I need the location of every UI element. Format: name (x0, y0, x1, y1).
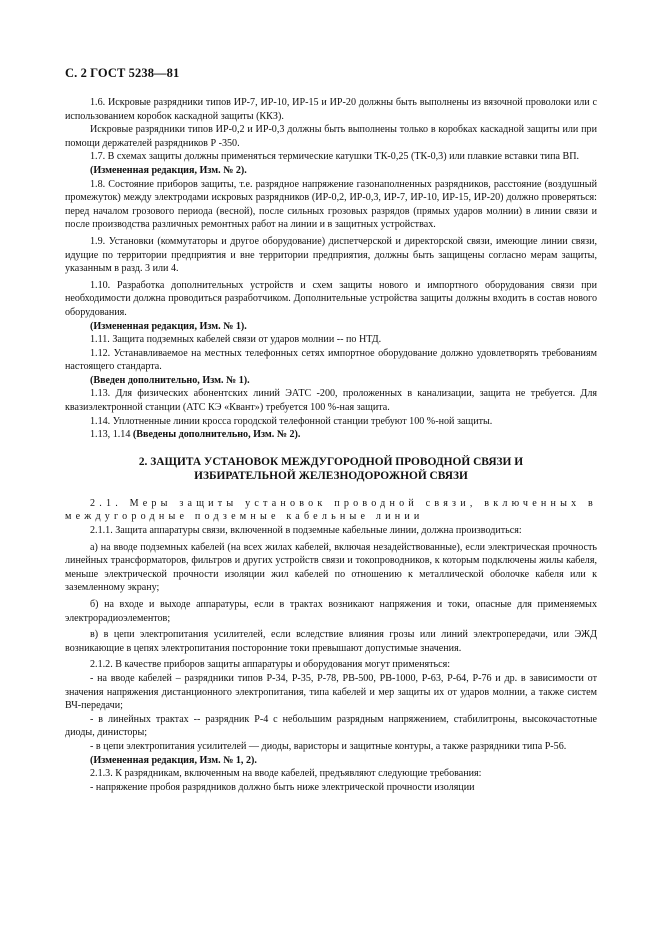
document-body (65, 96, 597, 794)
list-item-dash: - в цепи электропитания усилителей — диоды, варисторы и защитные контуры, а также разрядники типа Р-56. (90, 740, 567, 752)
paragraph-1-10: 1.10. Разработка дополнительных устройств и схем защиты нового и импортного оборудования связи при необходимости должна проводиться разработчиком. Дополнительные устройства защиты должны входить в состав нового оборудования. (65, 279, 597, 318)
paragraph-1-6: 1.6. Искровые разрядники типов ИР-7, ИР-10, ИР-15 и ИР-20 должны быть выполнены из вязочной проволоки или с использованием коробок каскадной защиты (ККЗ). (65, 97, 597, 122)
paragraph-1-8: 1.8. Состояние приборов защиты, т.е. разрядное напряжение газонаполненных разрядников, расстояние (воздушный промежуток) между электродами искровых разрядников (ИР-0,2, ИР-0,3, ИР-7, ИР-10, ИР-15, ИР-20) должно проверяться: перед началом грозового периода (весной), после сильных грозовых разрядов (прямых ударов молнии) в линии связи и после производства различных ремонтных работ на линии и в защитных устройствах. (65, 178, 597, 231)
amendment-note: (Введены дополнительно, Изм. № 2). (132, 429, 301, 441)
section-title-line-1: 2. ЗАЩИТА УСТАНОВОК МЕЖДУГОРОДНОЙ ПРОВОДНОЙ СВЯЗИ И (138, 455, 524, 468)
amendment-note: (Измененная редакция, Изм. № 1, 2). (90, 754, 257, 766)
list-item-dash: - в линейных трактах -- разрядник Р-4 с небольшим разрядным напряжением, стабилитроны, высокочастотные диоды, динисторы; (65, 713, 597, 739)
paragraph-number: 1.13, 1.14 (90, 429, 133, 441)
list-item-v: в) в цепи электропитания усилителей, если вследствие влияния грозы или линий электропередачи, или ЭЖД возникающие в цепях электропитания посторонние токи превышают допустимые значения. (65, 629, 597, 654)
paragraph-1-7: 1.7. В схемах защиты должны применяться термические катушки ТК-0,25 (ТК-0,3) или плавкие вставки типа ВП. (90, 151, 580, 163)
paragraph-1-14: 1.14. Уплотненные линии кросса городской телефонной станции требуют 100 %-ной защиты. (90, 415, 493, 427)
subsection-heading-2-1: 2.1. Меры защиты установок проводной связи, включенных в междугородные подземные кабельные линии (65, 497, 597, 523)
amendment-note: (Измененная редакция, Изм. № 1). (90, 320, 247, 332)
paragraph-1-13-1-14 (65, 428, 597, 442)
section-title-line-2: ИЗБИРАТЕЛЬНОЙ ЖЕЛЕЗНОДОРОЖНОЙ СВЯЗИ (194, 469, 468, 482)
list-item-b: б) на входе и выходе аппаратуры, если в трактах возникают напряжения и токи, опасные для применяемых электрорадиоэлементов; (65, 599, 597, 624)
list-item-a: а) на вводе подземных кабелей (на всех жилах кабелей, включая незадействованные), если электрическая прочность линейных трансформаторов, фильтров и других устройств связи и токопроводников, к которым подключены жилы кабеля, меньше электрической прочности изоляции жил кабелей по отношению к металлической оболочке кабеля или к заземленному экрану; (65, 541, 597, 594)
paragraph-1-11: 1.11. Защита подземных кабелей связи от ударов молнии -- по НТД. (90, 334, 382, 346)
amendment-note: (Введен дополнительно, Изм. № 1). (90, 374, 250, 386)
paragraph-1-12: 1.12. Устанавливаемое на местных телефонных сетях импортное оборудование должно удовлетворять требованиям настоящего стандарта. (65, 347, 597, 373)
amendment-note: (Измененная редакция, Изм. № 2). (90, 164, 247, 176)
paragraph-1-13: 1.13. Для физических абонентских линий ЭАТС -200, проложенных в канализации, защита не требуется. Для квазиэлектронной станции (АТС КЭ «Квант») требуется 100 %-ная защита. (65, 388, 597, 414)
paragraph-2-1-1: 2.1.1. Защита аппаратуры связи, включенной в подземные кабельные линии, должна производиться: (90, 525, 522, 537)
paragraph-1-9: 1.9. Установки (коммутаторы и другое оборудование) диспетчерской и директорской связи, имеющие линии связи, идущие по территории предприятия и вне территории предприятия, должны быть защищены согласно мерам защиты, указанным в разд. 3 или 4. (65, 235, 597, 275)
list-item-dash: - напряжение пробоя разрядников должно быть ниже электрической прочности изоляции (90, 781, 475, 793)
section-title (65, 455, 597, 483)
paragraph-2-1-2: 2.1.2. В качестве приборов защиты аппаратуры и оборудования могут применяться: (90, 659, 451, 671)
page-header: С. 2 ГОСТ 5238—81 (65, 66, 180, 80)
list-item-dash: - на вводе кабелей – разрядники типов Р-34, Р-35, Р-78, РВ-500, РВ-1000, Р-63, Р-64, Р-76 и др. в зависимости от значения напряжения дистанционного электропитания, типа кабелей и мер защиты их от ударов молнии, а также систем ВЧ-передачи; (65, 672, 597, 712)
paragraph-2-1-3: 2.1.3. К разрядникам, включенным на вводе кабелей, предъявляют следующие требования: (90, 768, 482, 780)
paragraph-1-6-cont: Искровые разрядники типов ИР-0,2 и ИР-0,3 должны быть выполнены только в коробках каскадной защиты или при помощи держателей разрядников Р -350. (65, 124, 597, 149)
